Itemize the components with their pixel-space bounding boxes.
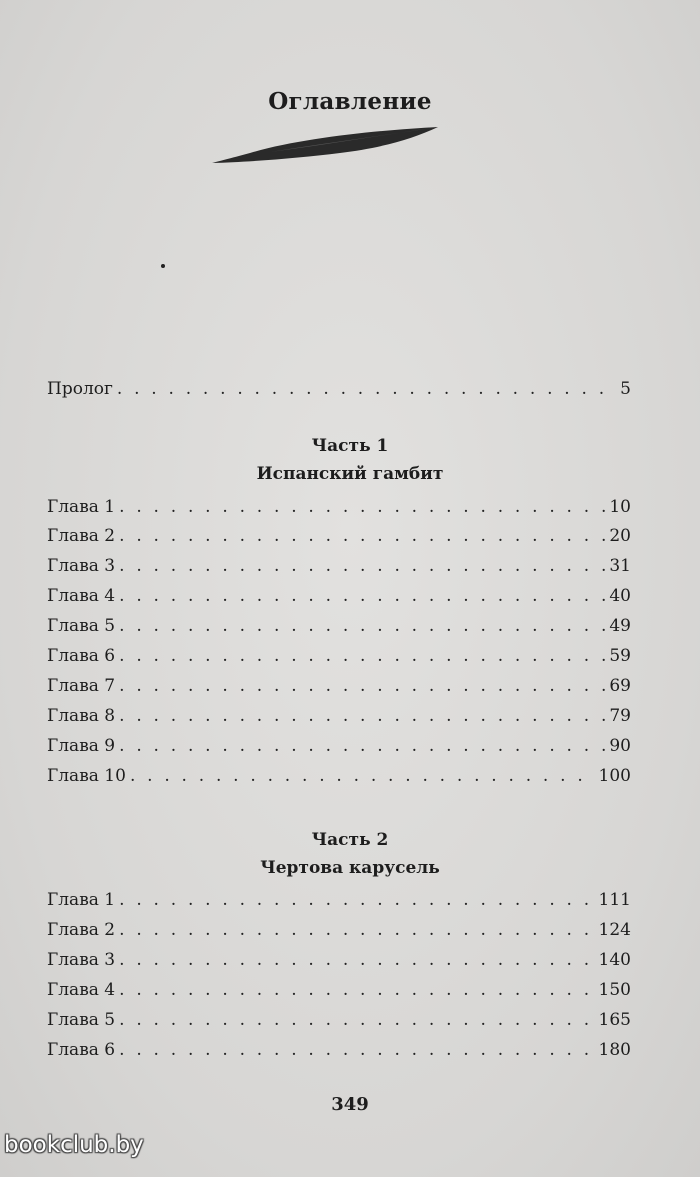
toc-row[interactable] [47,616,631,642]
toc-entry-page: 59 [609,646,631,666]
toc-entry-label: Глава 3 [47,556,116,576]
toc-row[interactable] [47,766,631,792]
toc-entry-page: 140 [598,950,631,970]
toc-row[interactable] [47,950,631,976]
toc-entry-page: 165 [598,1010,631,1030]
dot-leader [119,1010,594,1030]
toc-entry-label: Глава 2 [47,920,116,940]
toc-entry-page: 40 [609,586,631,606]
toc-entry-label: Глава 9 [47,736,116,756]
toc-entry-label: Глава 5 [47,1010,116,1030]
dot-leader [119,556,605,576]
toc-entry-label: Глава 10 [47,766,126,786]
toc-entry-page: 10 [609,497,631,517]
toc-entry-label: Глава 3 [47,950,116,970]
toc-row[interactable] [47,1040,631,1066]
toc-entry-label: Глава 2 [47,526,116,546]
dot-leader [119,497,605,517]
toc-row[interactable] [47,1010,631,1036]
toc-entry-page: 20 [609,526,631,546]
dot-leader [117,379,616,399]
toc-entry-page: 79 [609,706,631,726]
dot-leader [119,586,605,606]
dot-leader [119,1040,594,1060]
dot-leader [119,616,605,636]
toc-entry-label: Пролог [47,379,113,399]
toc-entry-page: 150 [598,980,631,1000]
toc-row[interactable] [47,706,631,732]
print-speck [161,264,165,268]
toc-entry-label: Глава 1 [47,890,116,910]
toc-entry-label: Глава 6 [47,1040,116,1060]
toc-entry-page: 31 [609,556,631,576]
part-title: Испанский гамбит [256,464,444,484]
toc-entry-label: Глава 8 [47,706,116,726]
toc-row[interactable] [47,646,631,672]
dot-leader [119,736,605,756]
part-label: Часть 2 [311,830,389,850]
dot-leader [119,890,594,910]
dot-leader [119,526,605,546]
part-label: Часть 1 [311,436,389,456]
toc-row[interactable] [47,497,631,523]
toc-entry-label: Глава 1 [47,497,116,517]
toc-entry-label: Глава 7 [47,676,116,696]
dot-leader [119,706,605,726]
toc-entry-page: 90 [609,736,631,756]
dot-leader [119,980,594,1000]
toc-entry-label: Глава 4 [47,980,116,1000]
toc-entry-page: 100 [598,766,631,786]
toc-entry-label: Глава 6 [47,646,116,666]
dot-leader [119,920,594,940]
toc-entry-page: 180 [598,1040,631,1060]
decorative-swoosh-icon [210,120,440,166]
toc-entry-label: Глава 4 [47,586,116,606]
dot-leader [119,676,605,696]
toc-row[interactable] [47,526,631,552]
toc-row[interactable] [47,980,631,1006]
dot-leader [130,766,595,786]
toc-entry-label: Глава 5 [47,616,116,636]
toc-entry-page: 124 [598,920,631,940]
page-number: 349 [331,1094,369,1115]
toc-row[interactable] [47,586,631,612]
part-title: Чертова карусель [260,858,440,878]
page-title: Оглавление [268,88,432,115]
toc-entry-page: 111 [598,890,631,910]
toc-row-prolog[interactable] [47,379,631,405]
dot-leader [119,950,594,970]
toc-row[interactable] [47,890,631,916]
toc-row[interactable] [47,676,631,702]
toc-row[interactable] [47,920,631,946]
toc-row[interactable] [47,736,631,762]
toc-entry-page: 69 [609,676,631,696]
toc-entry-page: 49 [609,616,631,636]
dot-leader [119,646,605,666]
toc-entry-page: 5 [620,379,631,399]
watermark: bookclub.by [4,1132,144,1158]
toc-row[interactable] [47,556,631,582]
